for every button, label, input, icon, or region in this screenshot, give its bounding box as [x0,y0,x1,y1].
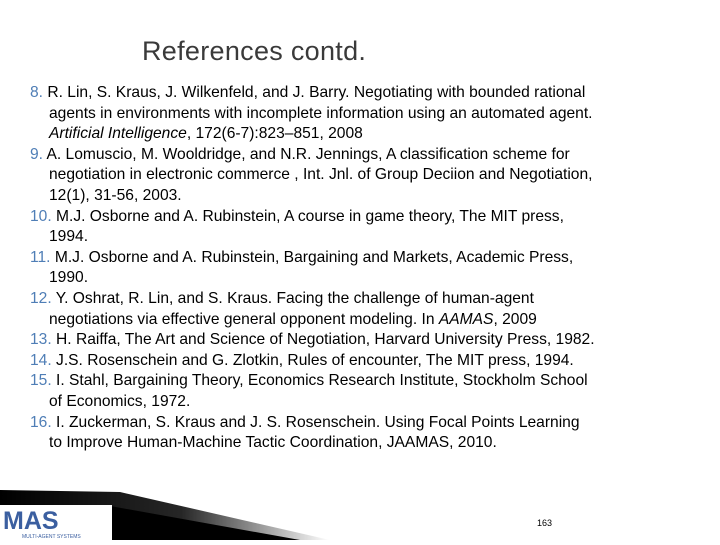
reference-item [30,330,702,351]
reference-text: I. Stahl, Bargaining Theory, Economics Research Institute, Stockholm School [56,372,588,390]
reference-text: negotiation in electronic commerce , Int. Jnl. of Group Deciion and Negotiation, [49,166,593,184]
reference-text: , 2009 [493,310,537,328]
reference-text: M.J. Osborne and A. Rubinstein, A course in game theory, The MIT press, [56,207,564,225]
slide-title: References contd. [142,36,367,66]
logo-subtext: MULTI-AGENT SYSTEMS [22,534,81,540]
reference-number: 16. [30,413,57,431]
reference-text: 12(1), 31-56, 2003. [49,186,182,204]
reference-text: of Economics, 1972. [49,392,191,410]
reference-text: M.J. Osborne and A. Rubinstein, Bargaining and Markets, Academic Press, [54,248,574,266]
reference-text: I. Zuckerman, S. Kraus and J. S. Rosenschein. Using Focal Points Learning [56,413,580,431]
reference-text: agents in environments with incomplete information using an automated agent. [49,104,593,122]
logo-text: MAS [3,507,59,535]
reference-text: A. Lomuscio, M. Wooldridge, and N.R. Jennings, A classification scheme for [46,145,570,163]
reference-item [30,83,702,145]
reference-number: 8. [30,84,48,101]
reference-item [30,413,702,454]
reference-number: 9. [30,145,47,163]
mas-logo [0,505,112,540]
reference-item [30,145,702,207]
reference-number: 13. [30,331,57,349]
reference-text: Y. Oshrat, R. Lin, and S. Kraus. Facing the challenge of human-agent [55,289,534,307]
reference-number: 15. [30,372,57,390]
reference-number: 11. [30,248,55,266]
page-number: 163 [537,518,553,528]
reference-item [30,248,702,289]
reference-text: H. Raiffa, The Art and Science of Negotiation, Harvard University Press, 1982. [56,331,595,349]
reference-item [30,371,702,412]
reference-text: J.S. Rosenschein and G. Zlotkin, Rules of encounter, The MIT press, 1994. [56,351,574,369]
reference-number: 14. [30,351,57,369]
reference-text: R. Lin, S. Kraus, J. Wilkenfeld, and J. Barry. Negotiating with bounded rational [47,84,586,101]
reference-number: 10. [30,207,57,225]
reference-venue: AAMAS [438,310,494,328]
reference-list [30,83,702,454]
reference-text: negotiations via effective general opponent modeling. In [49,310,439,328]
reference-item [30,289,702,330]
reference-item [30,207,702,248]
reference-text: 1990. [49,269,89,287]
reference-text: to Improve Human-Machine Tactic Coordination, JAAMAS, 2010. [49,434,497,452]
reference-number: 12. [30,289,56,307]
reference-venue: Artificial Intelligence [49,125,187,143]
reference-text: 1994. [49,228,89,246]
reference-text: , 172(6-7):823–851, 2008 [186,125,363,143]
reference-item [30,351,702,372]
